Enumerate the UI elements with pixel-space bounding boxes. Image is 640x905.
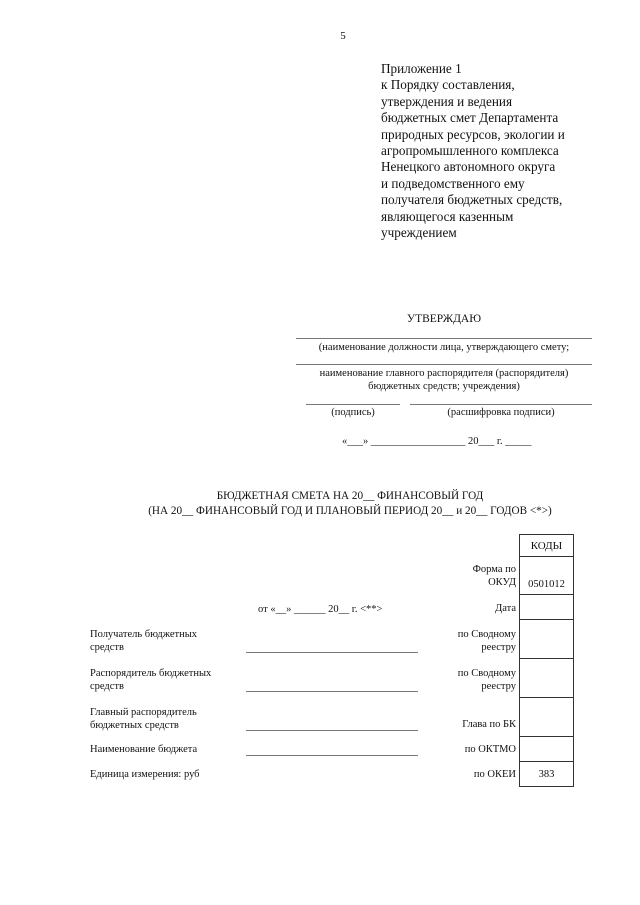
bk-label: Глава по БК <box>462 719 516 730</box>
signature-line <box>306 404 400 405</box>
chief-label-1: Главный распорядитель <box>90 707 197 718</box>
registry-label-2 <box>420 667 516 693</box>
distributor-label <box>90 667 211 693</box>
approve-title: УТВЕРЖДАЮ <box>406 313 482 325</box>
recipient-label-1: Получатель бюджетных <box>90 629 198 640</box>
okei-code-cell: 383 <box>520 762 574 787</box>
page-number: 5 <box>340 30 346 42</box>
decoding-caption: (расшифровка подписи) <box>447 407 555 418</box>
registry-cell-2 <box>520 659 574 698</box>
appendix-line: являющегося казенным <box>381 208 514 224</box>
registry-label-2b: реестру <box>481 681 516 692</box>
appendix-line: учреждением <box>381 225 457 241</box>
budget-name-label: Наименование бюджета <box>90 744 198 755</box>
registry-label-1a: по Сводному <box>457 629 516 640</box>
appendix-line: агропромышленного комплекса <box>381 143 559 159</box>
appendix-line: и подведомственного ему <box>381 175 525 191</box>
position-caption: (наименование должности лица, утверждающего смету; <box>318 342 570 353</box>
appendix-line: бюджетных смет Департамента <box>381 110 559 126</box>
recipient-field <box>246 652 418 653</box>
distributor-label-1: Распорядитель бюджетных <box>90 668 212 679</box>
registry-label-1 <box>420 628 516 654</box>
manager-caption-2: бюджетных средств; учреждения) <box>368 381 520 392</box>
signature-caption: (подпись) <box>331 407 375 418</box>
title-line-2: (НА 20__ ФИНАНСОВЫЙ ГОД И ПЛАНОВЫЙ ПЕРИОД 20__ и 20__ ГОДОВ <*>) <box>148 504 552 517</box>
appendix-line: получателя бюджетных средств, <box>381 192 563 208</box>
distributor-field <box>246 691 418 692</box>
document-title <box>60 489 640 518</box>
unit-label: Единица измерения: руб <box>90 769 200 780</box>
appendix-line: природных ресурсов, экологии и <box>381 126 565 142</box>
approve-date-line: «___» __________________ 20___ г. _____ <box>342 436 532 447</box>
chief-field <box>246 730 418 731</box>
registry-label-2a: по Сводному <box>457 668 516 679</box>
appendix-line: Ненецкого автономного округа <box>381 159 556 175</box>
appendix-block <box>381 61 631 241</box>
manager-line <box>296 364 592 365</box>
okei-label: по ОКЕИ <box>473 769 516 780</box>
codes-table <box>519 534 574 787</box>
decoding-line <box>410 404 592 405</box>
manager-caption-1: наименование главного распорядителя (распорядителя) <box>319 368 569 379</box>
recipient-label <box>90 628 197 654</box>
okud-code-cell: 0501012 <box>520 557 574 595</box>
okud-label <box>420 563 516 589</box>
oktmo-cell <box>520 737 574 762</box>
position-line <box>296 338 592 339</box>
registry-label-1b: реестру <box>481 642 516 653</box>
okud-label-1: Форма по <box>472 564 516 575</box>
bk-cell <box>520 698 574 737</box>
appendix-line: Приложение 1 <box>381 61 462 76</box>
chief-label-2: бюджетных средств <box>90 720 179 731</box>
date-cell <box>520 595 574 620</box>
distributor-label-2: средств <box>90 681 124 692</box>
okud-label-2: ОКУД <box>488 577 516 588</box>
title-line-1: БЮДЖЕТНАЯ СМЕТА НА 20__ ФИНАНСОВЫЙ ГОД <box>216 490 484 502</box>
date-label: Дата <box>495 603 516 614</box>
appendix-line: утверждения и ведения <box>381 93 513 109</box>
recipient-label-2: средств <box>90 642 124 653</box>
codes-header: КОДЫ <box>520 535 574 557</box>
budget-name-field <box>246 755 418 756</box>
registry-cell-1 <box>520 620 574 659</box>
chief-label <box>90 706 197 732</box>
date-from: от «__» ______ 20__ г. <**> <box>258 604 383 615</box>
appendix-line: к Порядку составления, <box>381 77 515 93</box>
oktmo-label: по ОКТМО <box>464 744 516 755</box>
